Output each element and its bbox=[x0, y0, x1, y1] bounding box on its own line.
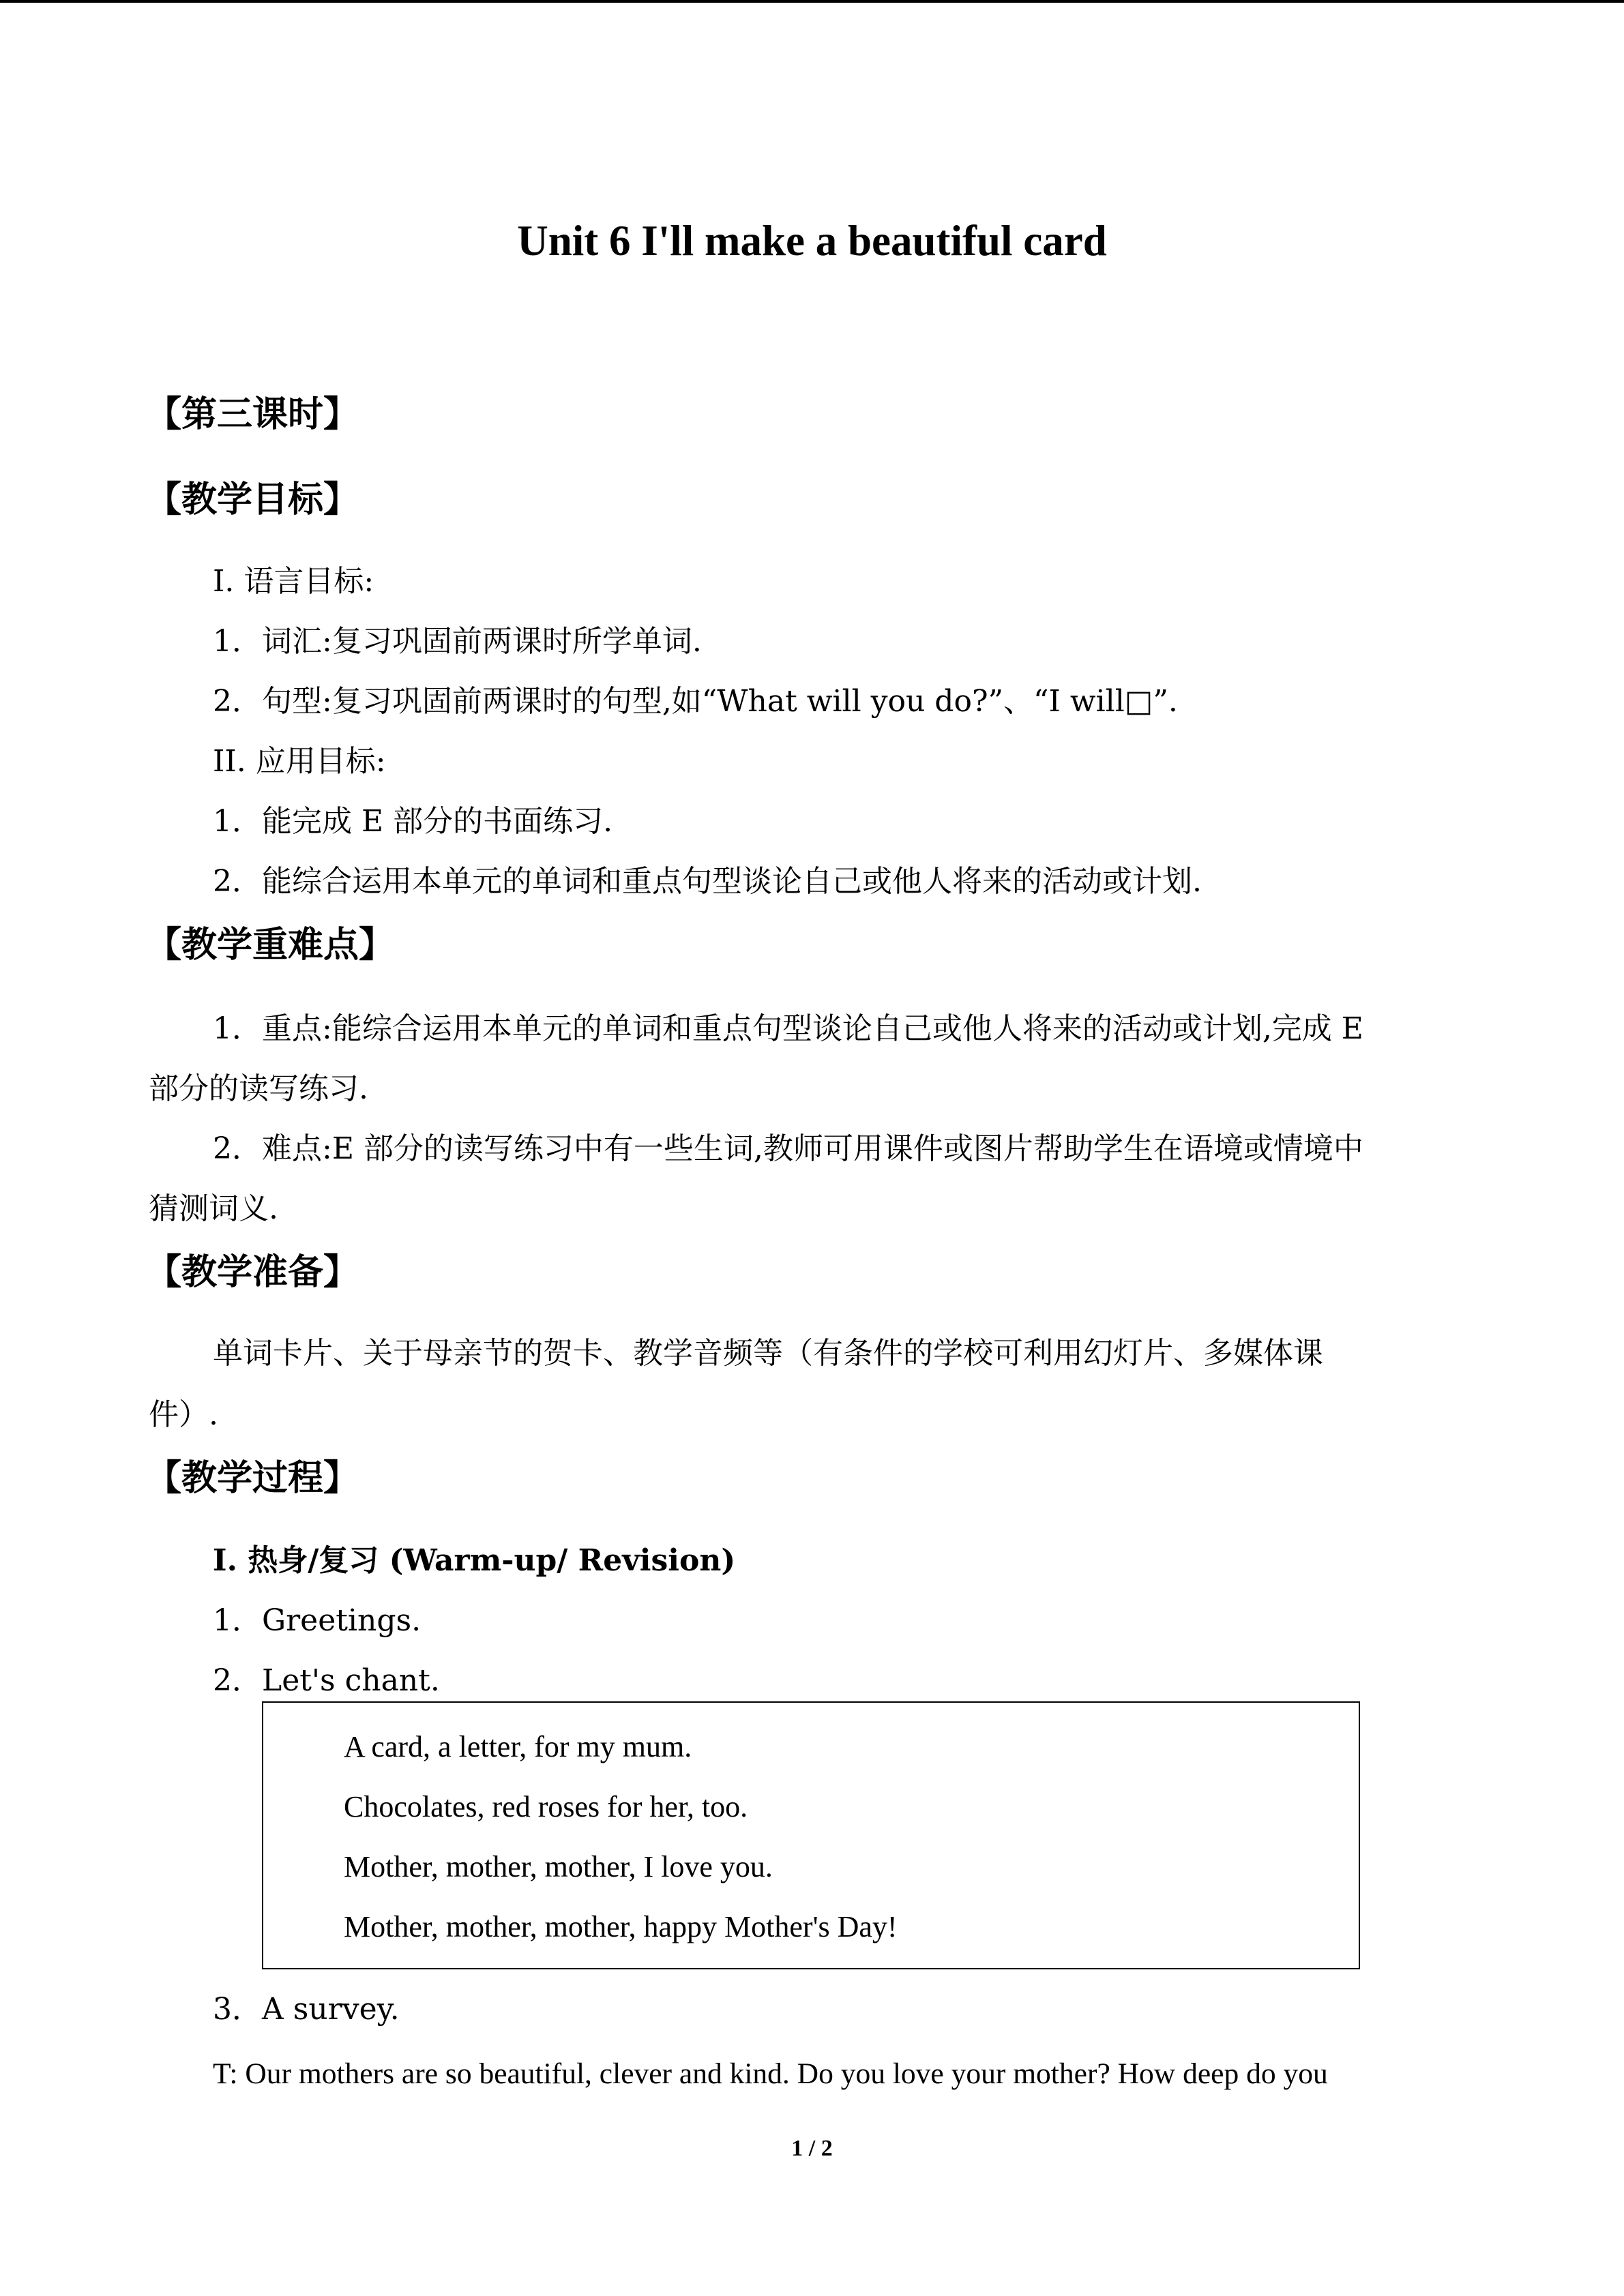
preparation-line-2: 件）. bbox=[149, 1397, 218, 1432]
language-objective-heading: I. 语言目标: bbox=[213, 564, 374, 599]
application-objective-heading: II. 应用目标: bbox=[213, 744, 386, 779]
heading-preparation: 【教学准备】 bbox=[146, 1252, 359, 1293]
document-title: Unit 6 I'll make a beautiful card bbox=[517, 217, 1107, 265]
heading-lesson: 【第三课时】 bbox=[146, 394, 359, 435]
teacher-line: T: Our mothers are so beautiful, clever and kind. Do you love your mother? How deep do you bbox=[213, 2057, 1328, 2090]
sentence-objective: 2．句型:复习巩固前两课时的句型,如“What will you do?”、“I will□”. bbox=[213, 684, 1178, 719]
step-chant: 2．Let's chant. bbox=[213, 1663, 440, 1698]
warmup-heading: I. 热身/复习 (Warm-up/ Revision) bbox=[213, 1543, 736, 1578]
difficulty-line-2: 猜测词义. bbox=[149, 1191, 278, 1226]
step-greetings: 1．Greetings. bbox=[213, 1603, 422, 1638]
top-border-rule bbox=[0, 0, 1624, 3]
key-point-line-2: 部分的读写练习. bbox=[149, 1071, 368, 1106]
key-point-line-1: 1．重点:能综合运用本单元的单词和重点句型谈论自己或他人将来的活动或计划,完成 E bbox=[213, 1011, 1363, 1046]
vocab-objective: 1．词汇:复习巩固前两课时所学单词. bbox=[213, 624, 702, 659]
chant-line: Mother, mother, mother, I love you. bbox=[344, 1850, 773, 1883]
heading-process: 【教学过程】 bbox=[146, 1458, 359, 1499]
chant-box bbox=[262, 1701, 1360, 1969]
heading-objectives: 【教学目标】 bbox=[146, 479, 359, 520]
page-number: 1 / 2 bbox=[791, 2136, 833, 2161]
difficulty-line-1: 2．难点:E 部分的读写练习中有一些生词,教师可用课件或图片帮助学生在语境或情境中 bbox=[213, 1131, 1363, 1166]
chant-line: Chocolates, red roses for her, too. bbox=[344, 1790, 748, 1823]
application-objective-1: 1．能完成 E 部分的书面练习. bbox=[213, 804, 613, 839]
chant-line: Mother, mother, mother, happy Mother's Day! bbox=[344, 1910, 898, 1943]
preparation-line-1: 单词卡片、关于母亲节的贺卡、教学音频等（有条件的学校可利用幻灯片、多媒体课 bbox=[213, 1336, 1323, 1371]
heading-key-points: 【教学重难点】 bbox=[146, 925, 395, 966]
chant-line: A card, a letter, for my mum. bbox=[344, 1730, 692, 1763]
step-survey: 3．A survey. bbox=[213, 1992, 400, 2027]
application-objective-2: 2．能综合运用本单元的单词和重点句型谈论自己或他人将来的活动或计划. bbox=[213, 864, 1202, 899]
